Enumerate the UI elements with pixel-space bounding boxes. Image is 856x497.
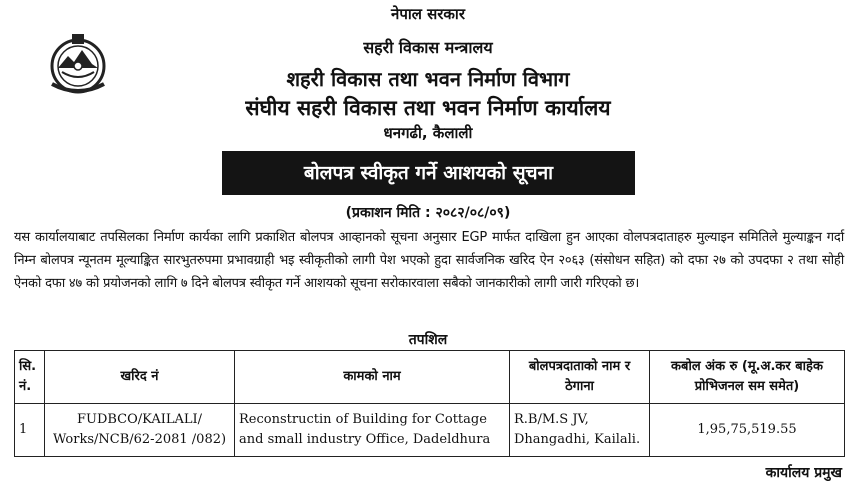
cell-bid-amount: 1,95,75,519.55 — [650, 404, 845, 457]
nepal-government-emblem-icon — [42, 28, 114, 100]
cell-bidder: R.B/M.S JV, Dhangadhi, Kailali. — [510, 404, 650, 457]
cell-serial-no: 1 — [15, 404, 45, 457]
header-line-office: संघीय सहरी विकास तथा भवन निर्माण कार्यालय — [245, 96, 611, 120]
cell-work-name: Reconstructin of Building for Cottage and small industry Office, Dadeldhura — [235, 404, 510, 457]
cell-procurement-no: FUDBCO/KAILALI/ Works/NCB/62-2081 /082) — [45, 404, 235, 457]
header-bid-amount: कबोल अंक रु (मू.अ.कर बाहेक प्रोभिजनल सम समेत) — [650, 351, 845, 404]
header-serial-no: सि. नं. — [15, 351, 45, 404]
table-row — [15, 404, 845, 457]
notice-title: बोलपत्र स्वीकृत गर्ने आशयको सूचना — [222, 151, 635, 195]
header-line-government: नेपाल सरकार — [391, 5, 465, 23]
table-header-row — [15, 351, 845, 404]
header-work-name: कामको नाम — [235, 351, 510, 404]
header-bidder: बोलपत्रदाताको नाम र ठेगाना — [510, 351, 650, 404]
signature-office-chief: कार्यालय प्रमुख — [765, 465, 842, 481]
publication-date: (प्रकाशन मिति : २०८२/०८/०९) — [345, 205, 511, 221]
schedule-heading: तपशिल — [408, 332, 448, 348]
notice-body: यस कार्यालयाबाट तपसिलका निर्माण कार्यका लागि प्रकाशित बोलपत्र आव्हानको सूचना अनुसार EGP मार्फत दाखिला हुन आएका वोलपत्रदाताहरु मुल्याइन समितिले मुल्याङ्कन गर्दा निम्न बोलपत्र न्यूनतम मूल्याङ्कित सारभुतरुपमा प्रभावग्राही भइ स्वीकृतीको लागी पेश भएको हुदा सार्वजनिक खरिद ऐन २०६३ (संसोधन सहित) को दफा २७ को उपदफा २ तथा सोही ऐनको दफा ४७ को प्रयोजनको लागि ७ दिने बोलपत्र स्वीकृत गर्ने आशयको सूचना सरोकारवाला सबैको जानकारीको लागी जारी गरिएको छ। — [14, 230, 844, 291]
header-line-department: शहरी विकास तथा भवन निर्माण विभाग — [286, 67, 570, 91]
header-procurement-no: खरिद नं — [45, 351, 235, 404]
header-line-ministry: सहरी विकास मन्त्रालय — [363, 38, 493, 57]
header-line-location: धनगढी, कैलाली — [383, 124, 473, 142]
bid-table — [14, 350, 845, 457]
